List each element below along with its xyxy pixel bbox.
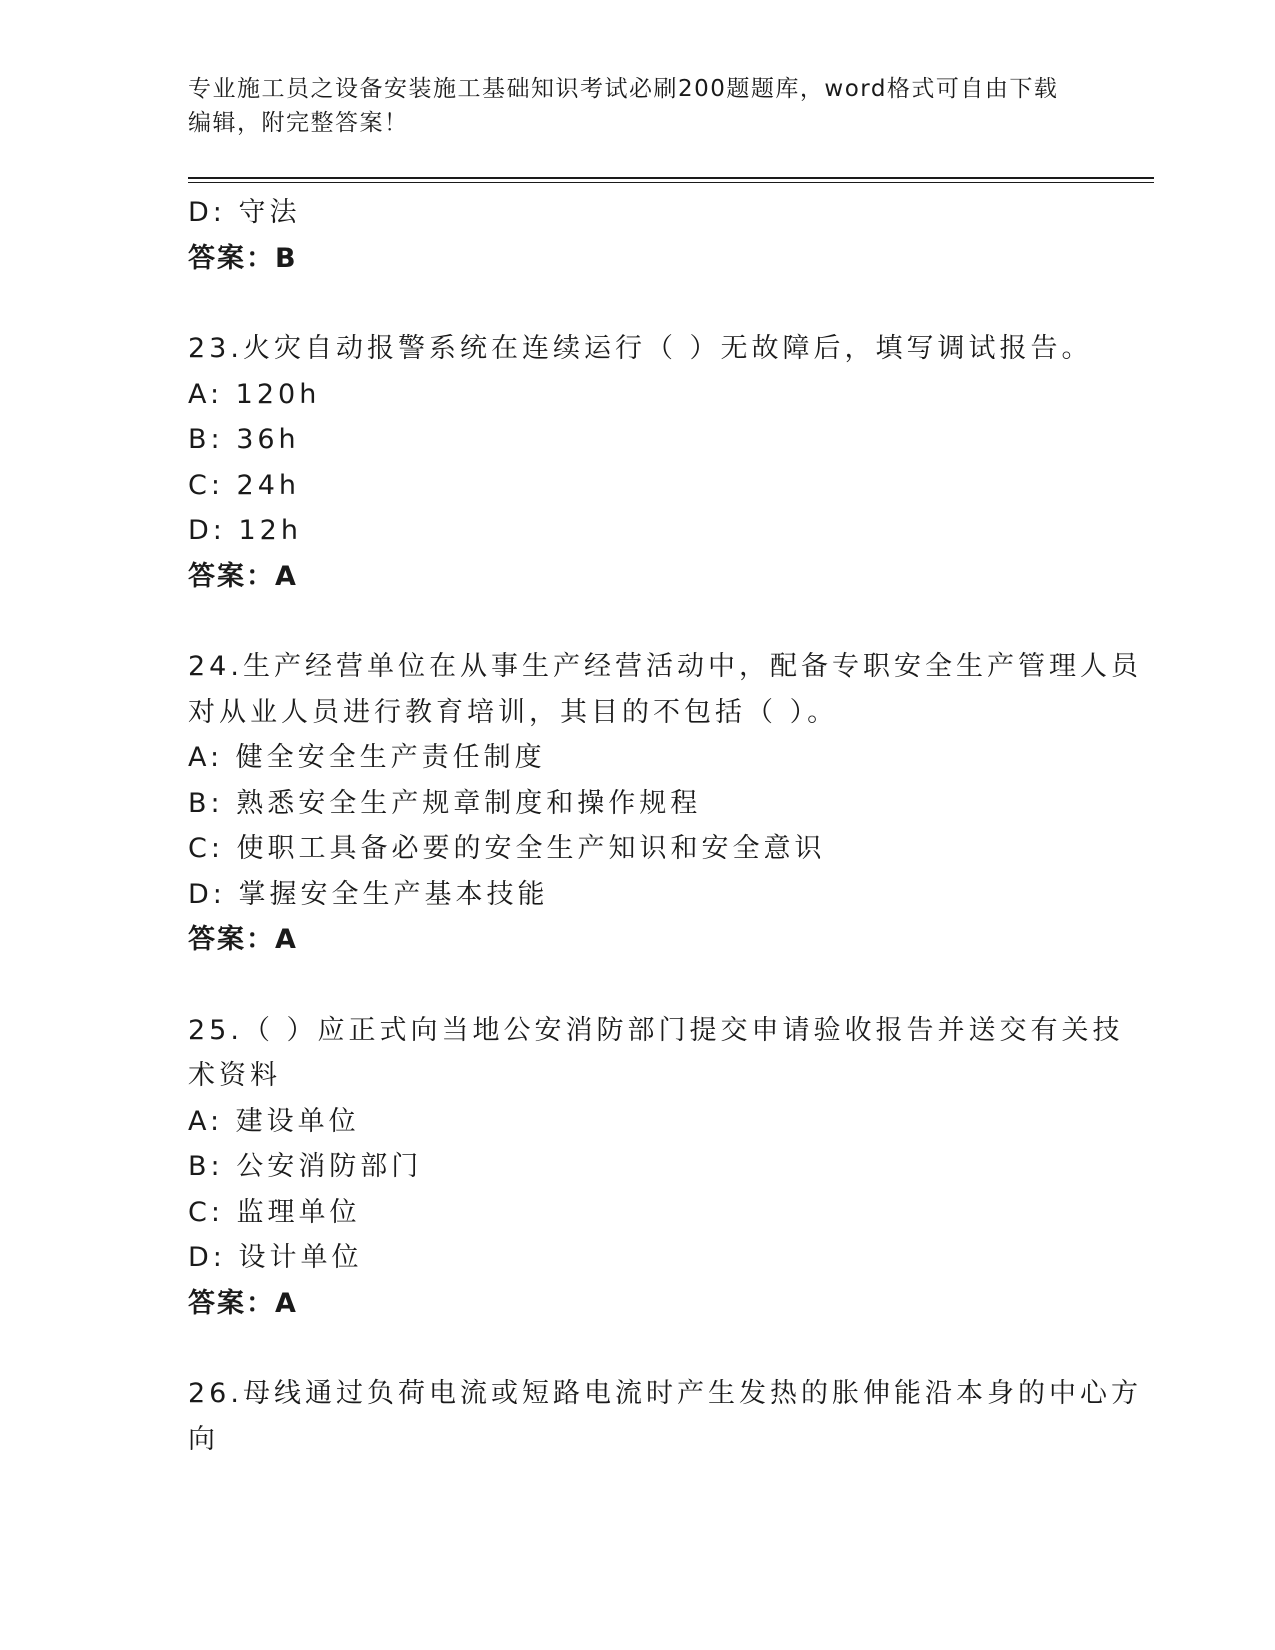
question-26 xyxy=(188,1371,1142,1462)
question-text-line-2: 术资料 xyxy=(188,1060,281,1091)
option-c: C: 监理单位 xyxy=(188,1196,361,1228)
option-d: D: 掌握安全生产基本技能 xyxy=(188,878,549,910)
prev-answer: 答案：B xyxy=(188,242,298,274)
option-c: C: 使职工具备必要的安全生产知识和安全意识 xyxy=(188,833,826,864)
answer: 答案：A xyxy=(188,560,298,592)
option-b: B: 36h xyxy=(188,424,300,455)
question-text-line-1: 25.（ ）应正式向当地公安消防部门提交申请验收报告并送交有关技 xyxy=(188,1014,1124,1046)
option-a: A: 健全安全生产责任制度 xyxy=(188,742,546,773)
question-text: 23.火灾自动报警系统在连续运行（ ）无故障后，填写调试报告。 xyxy=(188,333,1093,364)
header-line-2: 编辑，附完整答案！ xyxy=(188,110,409,136)
question-list xyxy=(188,190,1142,1462)
question-25 xyxy=(188,1008,1124,1327)
question-text-line-1: 24.生产经营单位在从事生产经营活动中，配备专职安全生产管理人员 xyxy=(188,651,1142,682)
spacer xyxy=(188,963,1088,1008)
question-23 xyxy=(188,326,1093,599)
document-header xyxy=(188,72,1088,140)
spacer xyxy=(188,1326,1088,1371)
option-a: A: 建设单位 xyxy=(188,1105,360,1137)
header-rule-thick xyxy=(188,177,1154,179)
option-d: D: 设计单位 xyxy=(188,1242,363,1273)
question-text-line-1: 26.母线通过负荷电流或短路电流时产生发热的胀伸能沿本身的中心方 xyxy=(188,1378,1142,1409)
option-b: B: 熟悉安全生产规章制度和操作规程 xyxy=(188,787,702,819)
option-a: A: 120h xyxy=(188,378,321,410)
option-c: C: 24h xyxy=(188,469,301,501)
header-rule-thin xyxy=(188,182,1154,183)
option-b: B: 公安消防部门 xyxy=(188,1151,423,1182)
prev-option-d: D: 守法 xyxy=(188,197,301,228)
answer: 答案：A xyxy=(188,1287,298,1319)
spacer xyxy=(188,281,1088,326)
answer: 答案：A xyxy=(188,924,298,955)
question-text-line-2: 对从业人员进行教育培训，其目的不包括（ ）。 xyxy=(188,696,839,728)
header-line-1: 专业施工员之设备安装施工基础知识考试必刷200题题库，word格式可自由下载 xyxy=(188,76,1059,102)
question-24 xyxy=(188,644,1142,963)
question-text-line-2: 向 xyxy=(188,1423,219,1455)
option-d: D: 12h xyxy=(188,515,302,546)
spacer xyxy=(188,599,1088,644)
